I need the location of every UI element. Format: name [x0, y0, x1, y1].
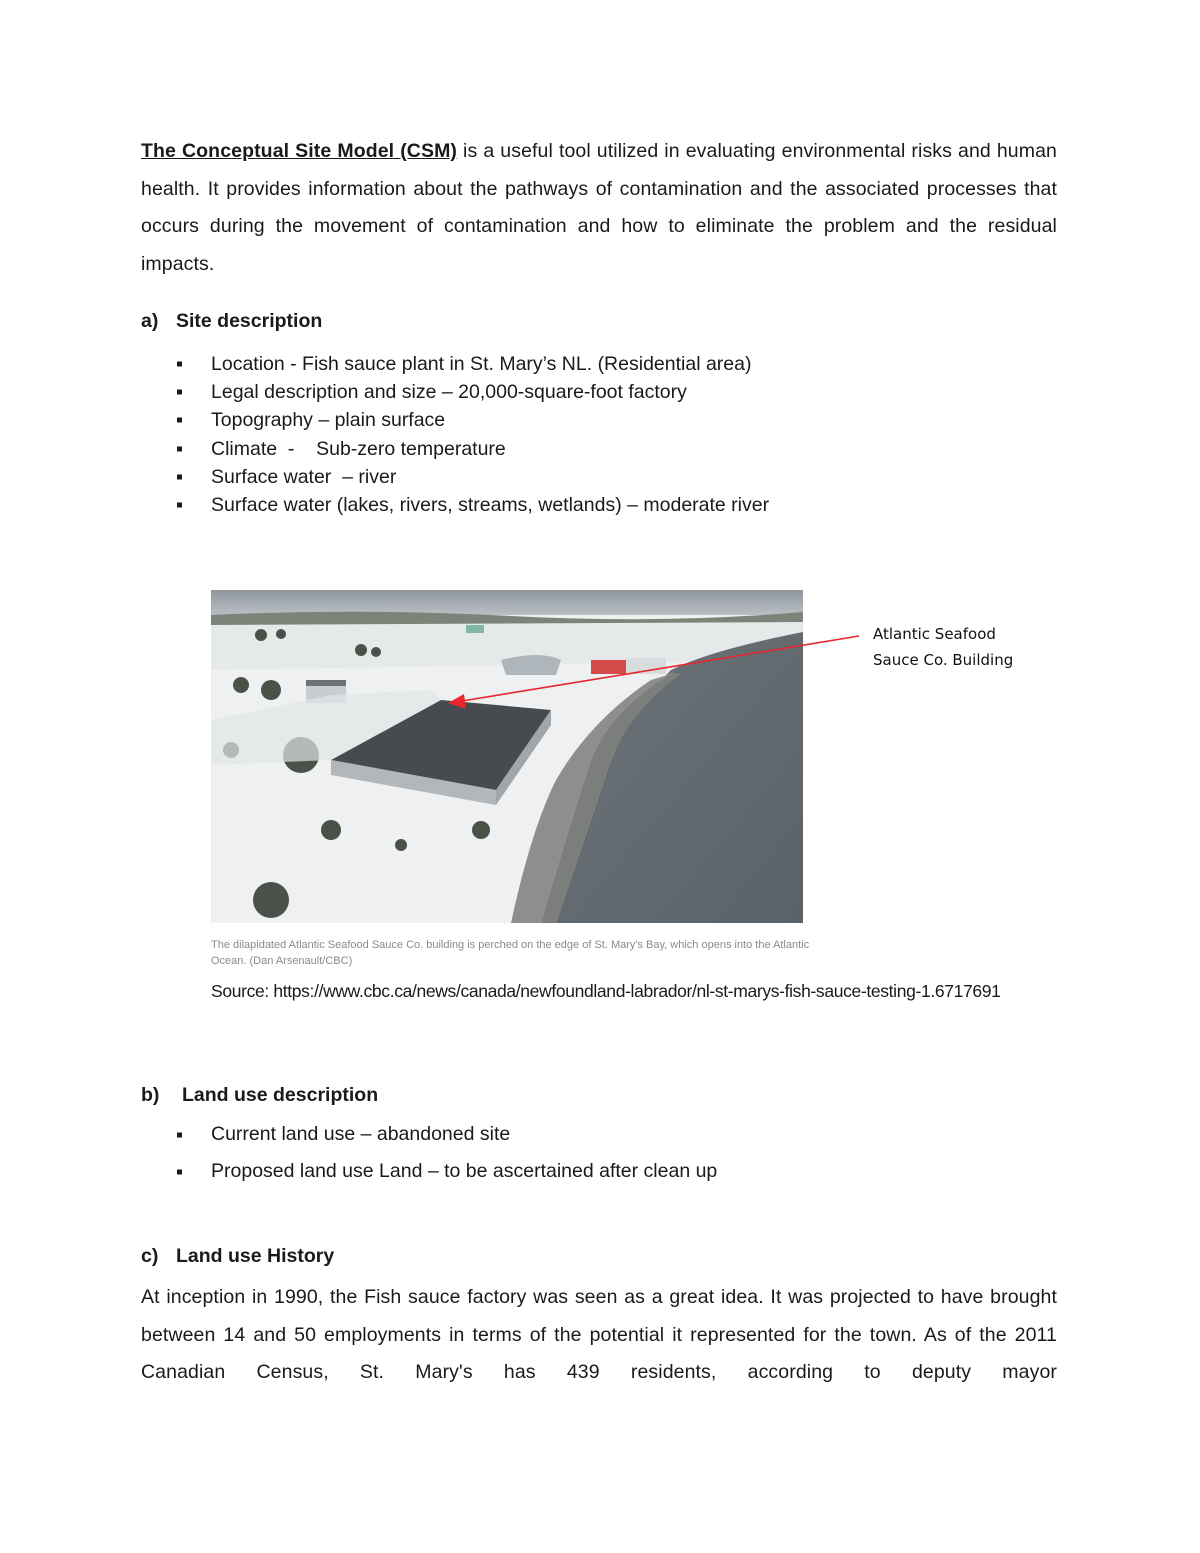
list-item-text: Legal description and size – 20,000-square-foot factory — [211, 381, 687, 404]
list-item — [176, 491, 769, 519]
list-item — [176, 435, 769, 463]
list-item — [176, 350, 769, 378]
bullet-icon — [177, 474, 182, 479]
list-item-text: Climate - Sub-zero temperature — [211, 437, 506, 460]
section-a-heading — [141, 310, 322, 333]
photo-caption: The dilapidated Atlantic Seafood Sauce Co. building is perched on the edge of St. Mary's Bay, which opens into the Atlantic Ocean. (Dan Arsenault/CBC) — [211, 939, 810, 967]
section-c-heading — [141, 1245, 334, 1268]
section-c-title: Land use History — [176, 1245, 335, 1267]
list-item-text: Current land use – abandoned site — [211, 1123, 511, 1145]
callout-line-1: Atlantic Seafood — [873, 625, 996, 643]
callout-line-2: Sauce Co. Building — [873, 651, 1014, 669]
bullet-icon — [177, 446, 182, 451]
list-item — [176, 1153, 717, 1190]
section-b-label: b) — [141, 1084, 160, 1106]
bullet-icon — [177, 1169, 182, 1174]
list-item-text: Proposed land use Land – to be ascertained after clean up — [211, 1160, 718, 1182]
section-a-title: Site description — [176, 310, 323, 332]
list-item-text: Surface water – river — [211, 465, 397, 488]
csm-term: The Conceptual Site Model (CSM) — [141, 140, 458, 162]
list-item-text: Surface water (lakes, rivers, streams, wetlands) – moderate river — [211, 493, 770, 516]
site-description-list — [176, 350, 769, 519]
bullet-icon — [177, 1132, 182, 1137]
land-use-history-paragraph: At inception in 1990, the Fish sauce factory was seen as a great idea. It was projected to have brought between 14 and 50 employments in terms of the potential it represented for the town. As of the 2011 Canadian Census, St. Mary's has 439 residents, according to deputy mayor — [141, 1286, 1057, 1383]
list-item — [176, 378, 769, 406]
intro-text: is a useful tool utilized in evaluating environmental risks and human health. It provides information about the pathways of contamination and the associated processes that occurs during the movement of contamination and how to eliminate the problem and the residual impacts. — [141, 140, 1057, 275]
land-use-list — [176, 1116, 717, 1190]
list-item-text: Topography – plain surface — [211, 409, 446, 432]
list-item — [176, 463, 769, 491]
callout-label — [873, 621, 1013, 673]
bullet-icon — [177, 362, 182, 367]
bullet-icon — [177, 418, 182, 423]
list-item-text: Location - Fish sauce plant in St. Mary’s NL. (Residential area) — [211, 353, 752, 375]
bullet-icon — [177, 390, 182, 395]
section-b-title: Land use description — [182, 1084, 379, 1106]
list-item — [176, 406, 769, 434]
list-item — [176, 1116, 717, 1153]
source-citation: Source: https://www.cbc.ca/news/canada/newfoundland-labrador/nl-st-marys-fish-sauce-testing-1.6717691 — [211, 981, 1001, 1001]
section-a-label: a) — [141, 310, 159, 332]
intro-paragraph — [141, 133, 1057, 283]
bullet-icon — [177, 503, 182, 508]
section-c-label: c) — [141, 1245, 159, 1267]
section-b-heading — [141, 1084, 378, 1107]
aerial-photo-illustration — [211, 590, 803, 923]
site-photo — [211, 590, 803, 923]
